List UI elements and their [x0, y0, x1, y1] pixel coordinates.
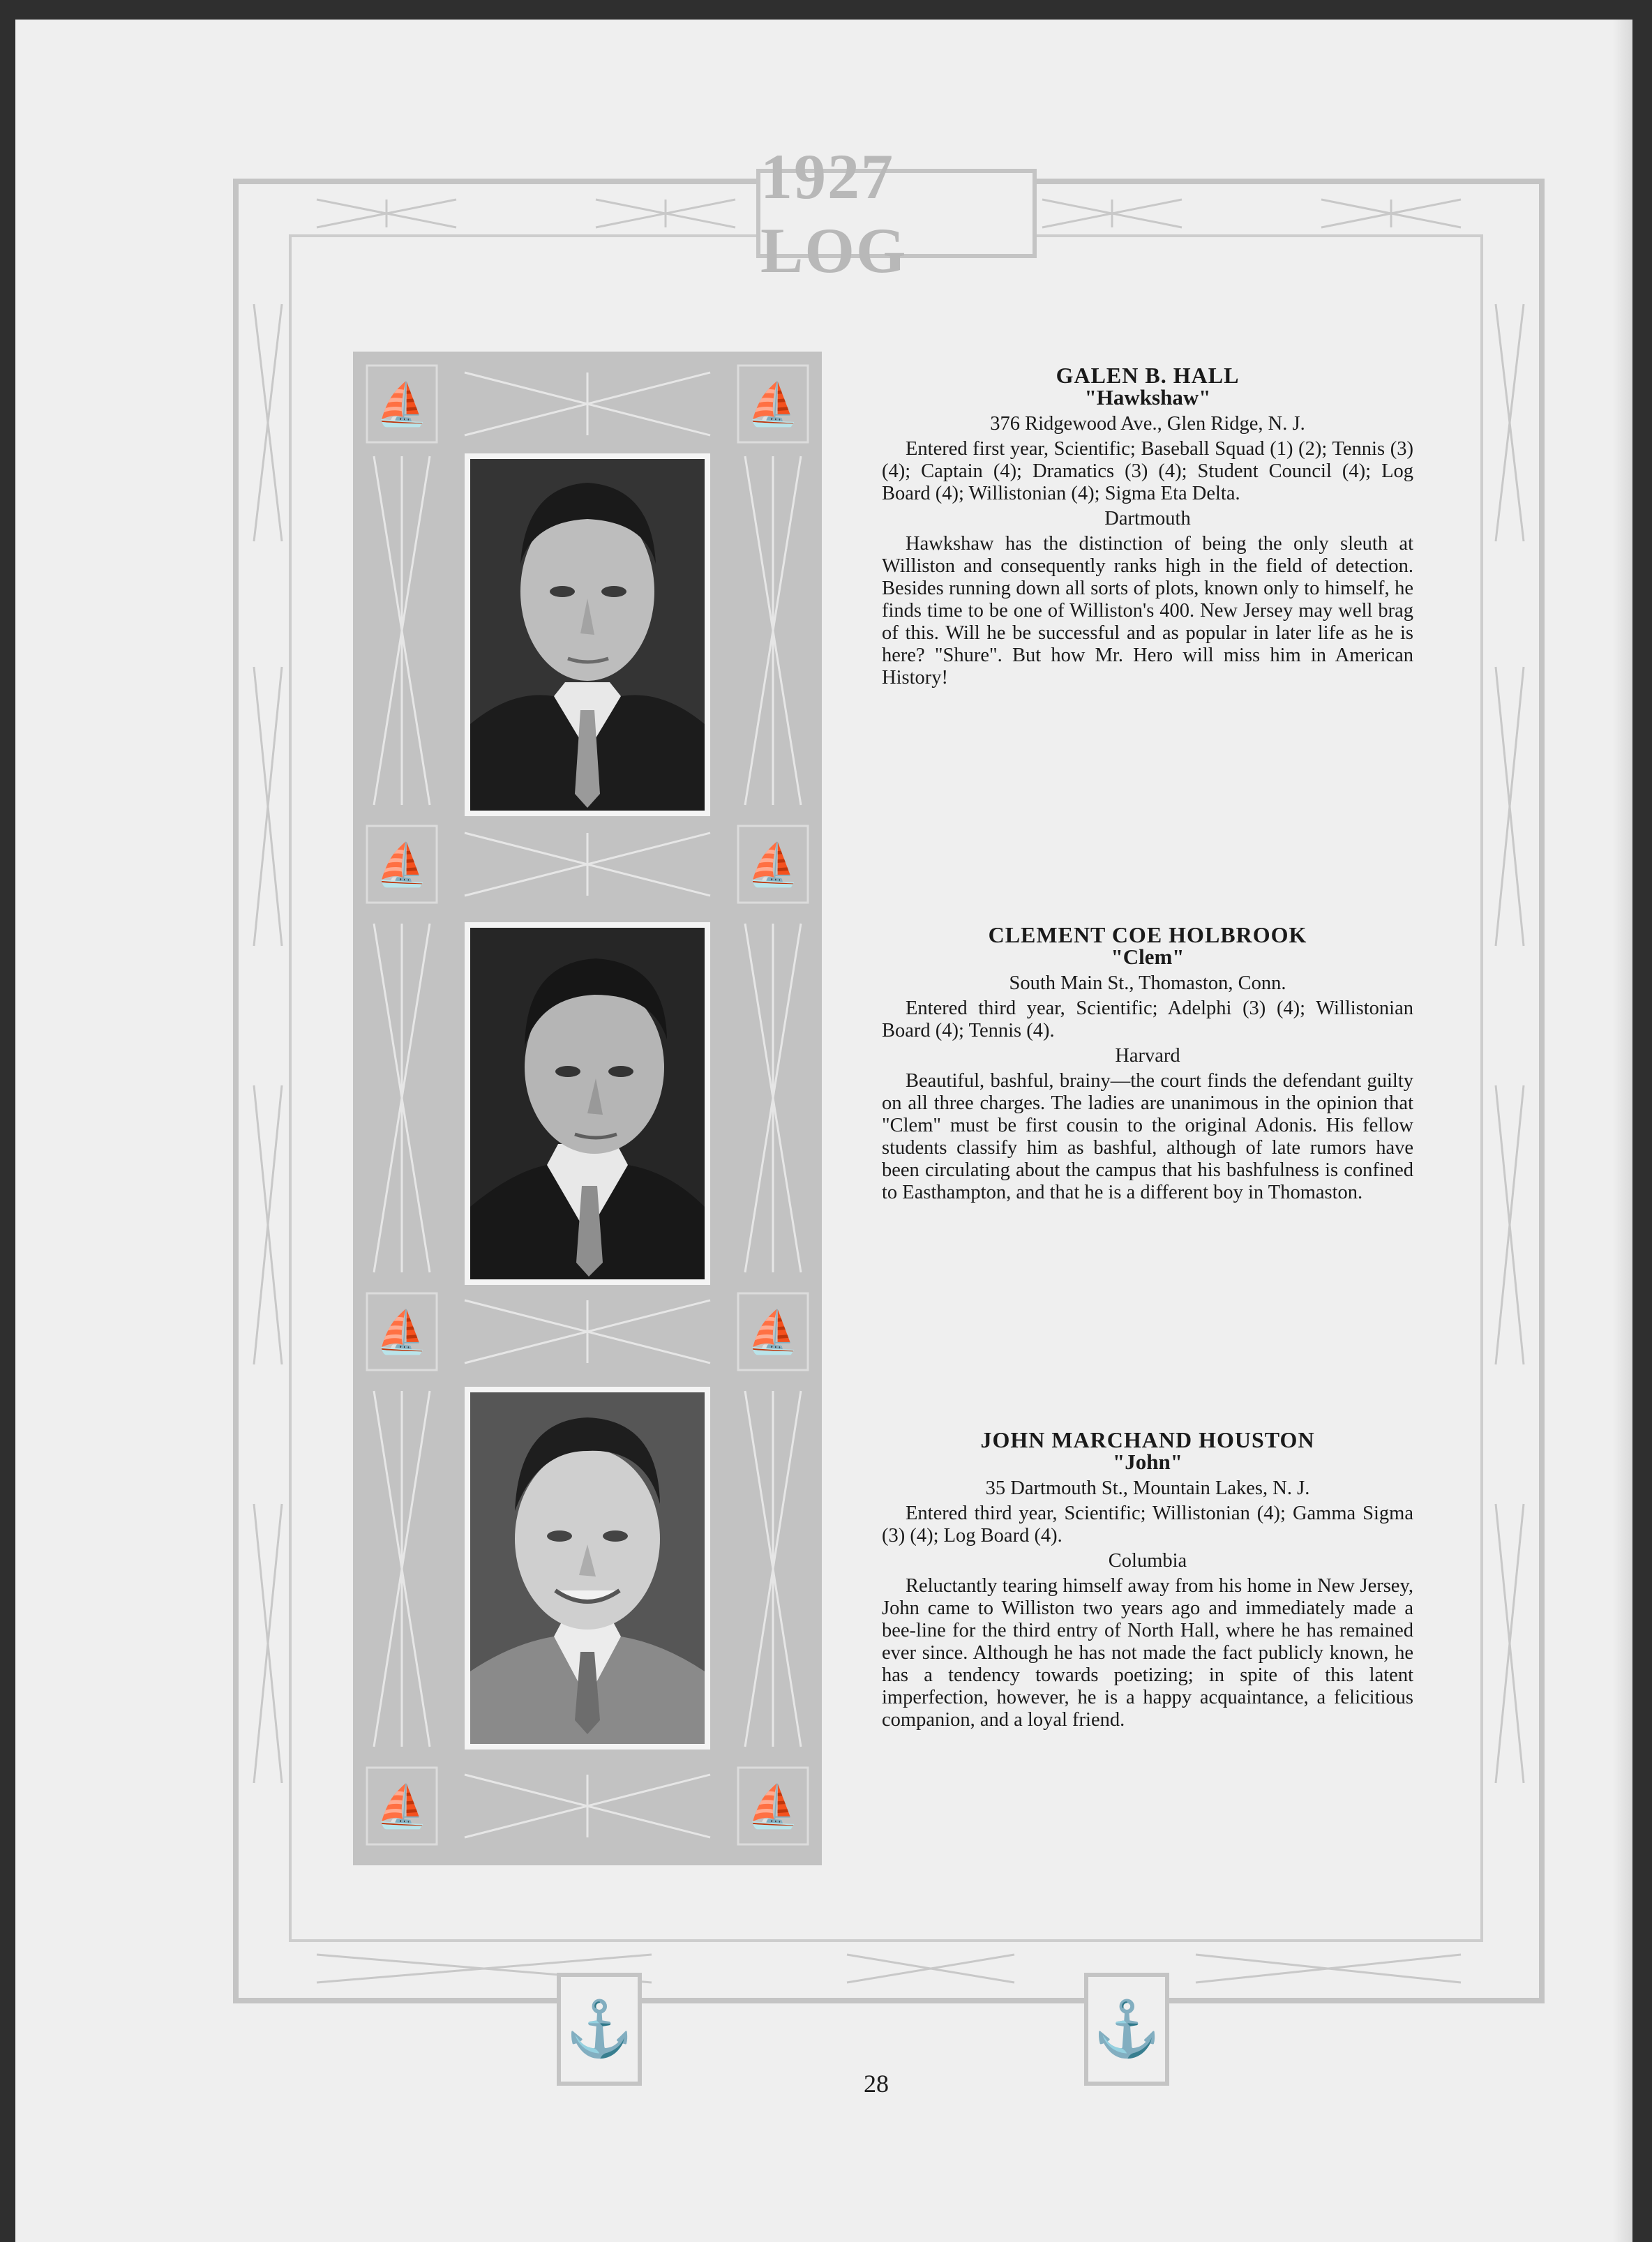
- anchor-emblem-icon: ⚓: [1084, 1973, 1169, 2086]
- portrait-frame: [465, 922, 710, 1285]
- student-address: 35 Dartmouth St., Mountain Lakes, N. J.: [985, 1477, 1310, 1499]
- yearbook-page: [15, 20, 1632, 2242]
- portrait-photo: [470, 459, 705, 811]
- student-nickname: "Clem": [1111, 945, 1185, 969]
- student-entry: [882, 1429, 1413, 1731]
- student-nickname: "Hawkshaw": [1084, 385, 1211, 409]
- student-college: Harvard: [1115, 1045, 1180, 1067]
- student-entry: [882, 924, 1413, 1204]
- ship-icon: ⛵: [375, 841, 428, 889]
- ship-icon: ⛵: [746, 1782, 799, 1831]
- student-bio: Hawkshaw has the distinction of being the only sleuth at Williston and consequently ranks high in the field of detection. Besides running down all sorts of plots, known only to himself, he finds time to be one of Williston's 400. New Jersey may well brag of this. Will he be successful and as popular in later life as he is here? "Shure". But how Mr. Hero will miss him in American History!: [882, 533, 1413, 689]
- student-activities: Entered third year, Scientific; Adelphi (3) (4); Willistonian Board (4); Tennis (4).: [882, 998, 1413, 1041]
- portrait-photo: [470, 928, 705, 1279]
- portrait-photo: [470, 1392, 705, 1744]
- student-address: South Main St., Thomaston, Conn.: [1009, 972, 1286, 994]
- anchor-emblem-icon: ⚓: [557, 1973, 642, 2086]
- page-number: 28: [864, 2070, 889, 2098]
- portrait-frame: [465, 1387, 710, 1750]
- ship-icon: ⛵: [375, 1308, 428, 1357]
- ship-icon: ⛵: [375, 1782, 428, 1831]
- page-edge-shadow: [1613, 20, 1632, 2242]
- student-nickname: "John": [1113, 1450, 1182, 1474]
- ship-icon: ⛵: [746, 841, 799, 889]
- student-name: GALEN B. HALL: [1056, 363, 1240, 388]
- student-entry: [882, 364, 1413, 689]
- student-name: CLEMENT COE HOLBROOK: [988, 922, 1307, 947]
- photo-column: [353, 352, 822, 1865]
- student-bio: Beautiful, bashful, brainy—the court finds the defendant guilty on all three charges. The ladies are unanimous in the opinion that "Clem" must be first cousin to the original Adonis. His fellow students classify him as bashful, although of late rumors have been circulating about the campus that his bashfulness is confined to Easthampton, and that he is a different boy in Thomaston.: [882, 1070, 1413, 1203]
- ship-icon: ⛵: [375, 380, 428, 429]
- ship-icon: ⛵: [746, 380, 799, 429]
- yearbook-title-plaque: [756, 141, 1037, 286]
- student-bio: Reluctantly tearing himself away from his home in New Jersey, John came to Williston two years ago and immediately made a bee-line for the third entry of North Hall, where he has remained ever since. Although he has not made the fact publicly known, he has a tendency towards poetizing; in spite of this latent imperfection, however, he is a happy acquaintance, a felicitious companion, and a loyal friend.: [882, 1575, 1413, 1731]
- yearbook-title: 1927 LOG: [760, 141, 908, 286]
- portrait-frame: [465, 453, 710, 816]
- student-name: JOHN MARCHAND HOUSTON: [980, 1427, 1315, 1452]
- student-activities: Entered third year, Scientific; Willistonian (4); Gamma Sigma (3) (4); Log Board (4).: [882, 1503, 1413, 1547]
- student-college: Dartmouth: [1104, 508, 1191, 529]
- student-activities: Entered first year, Scientific; Baseball Squad (1) (2); Tennis (3) (4); Captain (4); Dramatics (3) (4); Student Council (4); Log Board (4); Willistonian (4); Sigma Eta Delta.: [882, 438, 1413, 504]
- student-address: 376 Ridgewood Ave., Glen Ridge, N. J.: [990, 413, 1305, 435]
- ship-icon: ⛵: [746, 1308, 799, 1357]
- student-college: Columbia: [1108, 1550, 1187, 1572]
